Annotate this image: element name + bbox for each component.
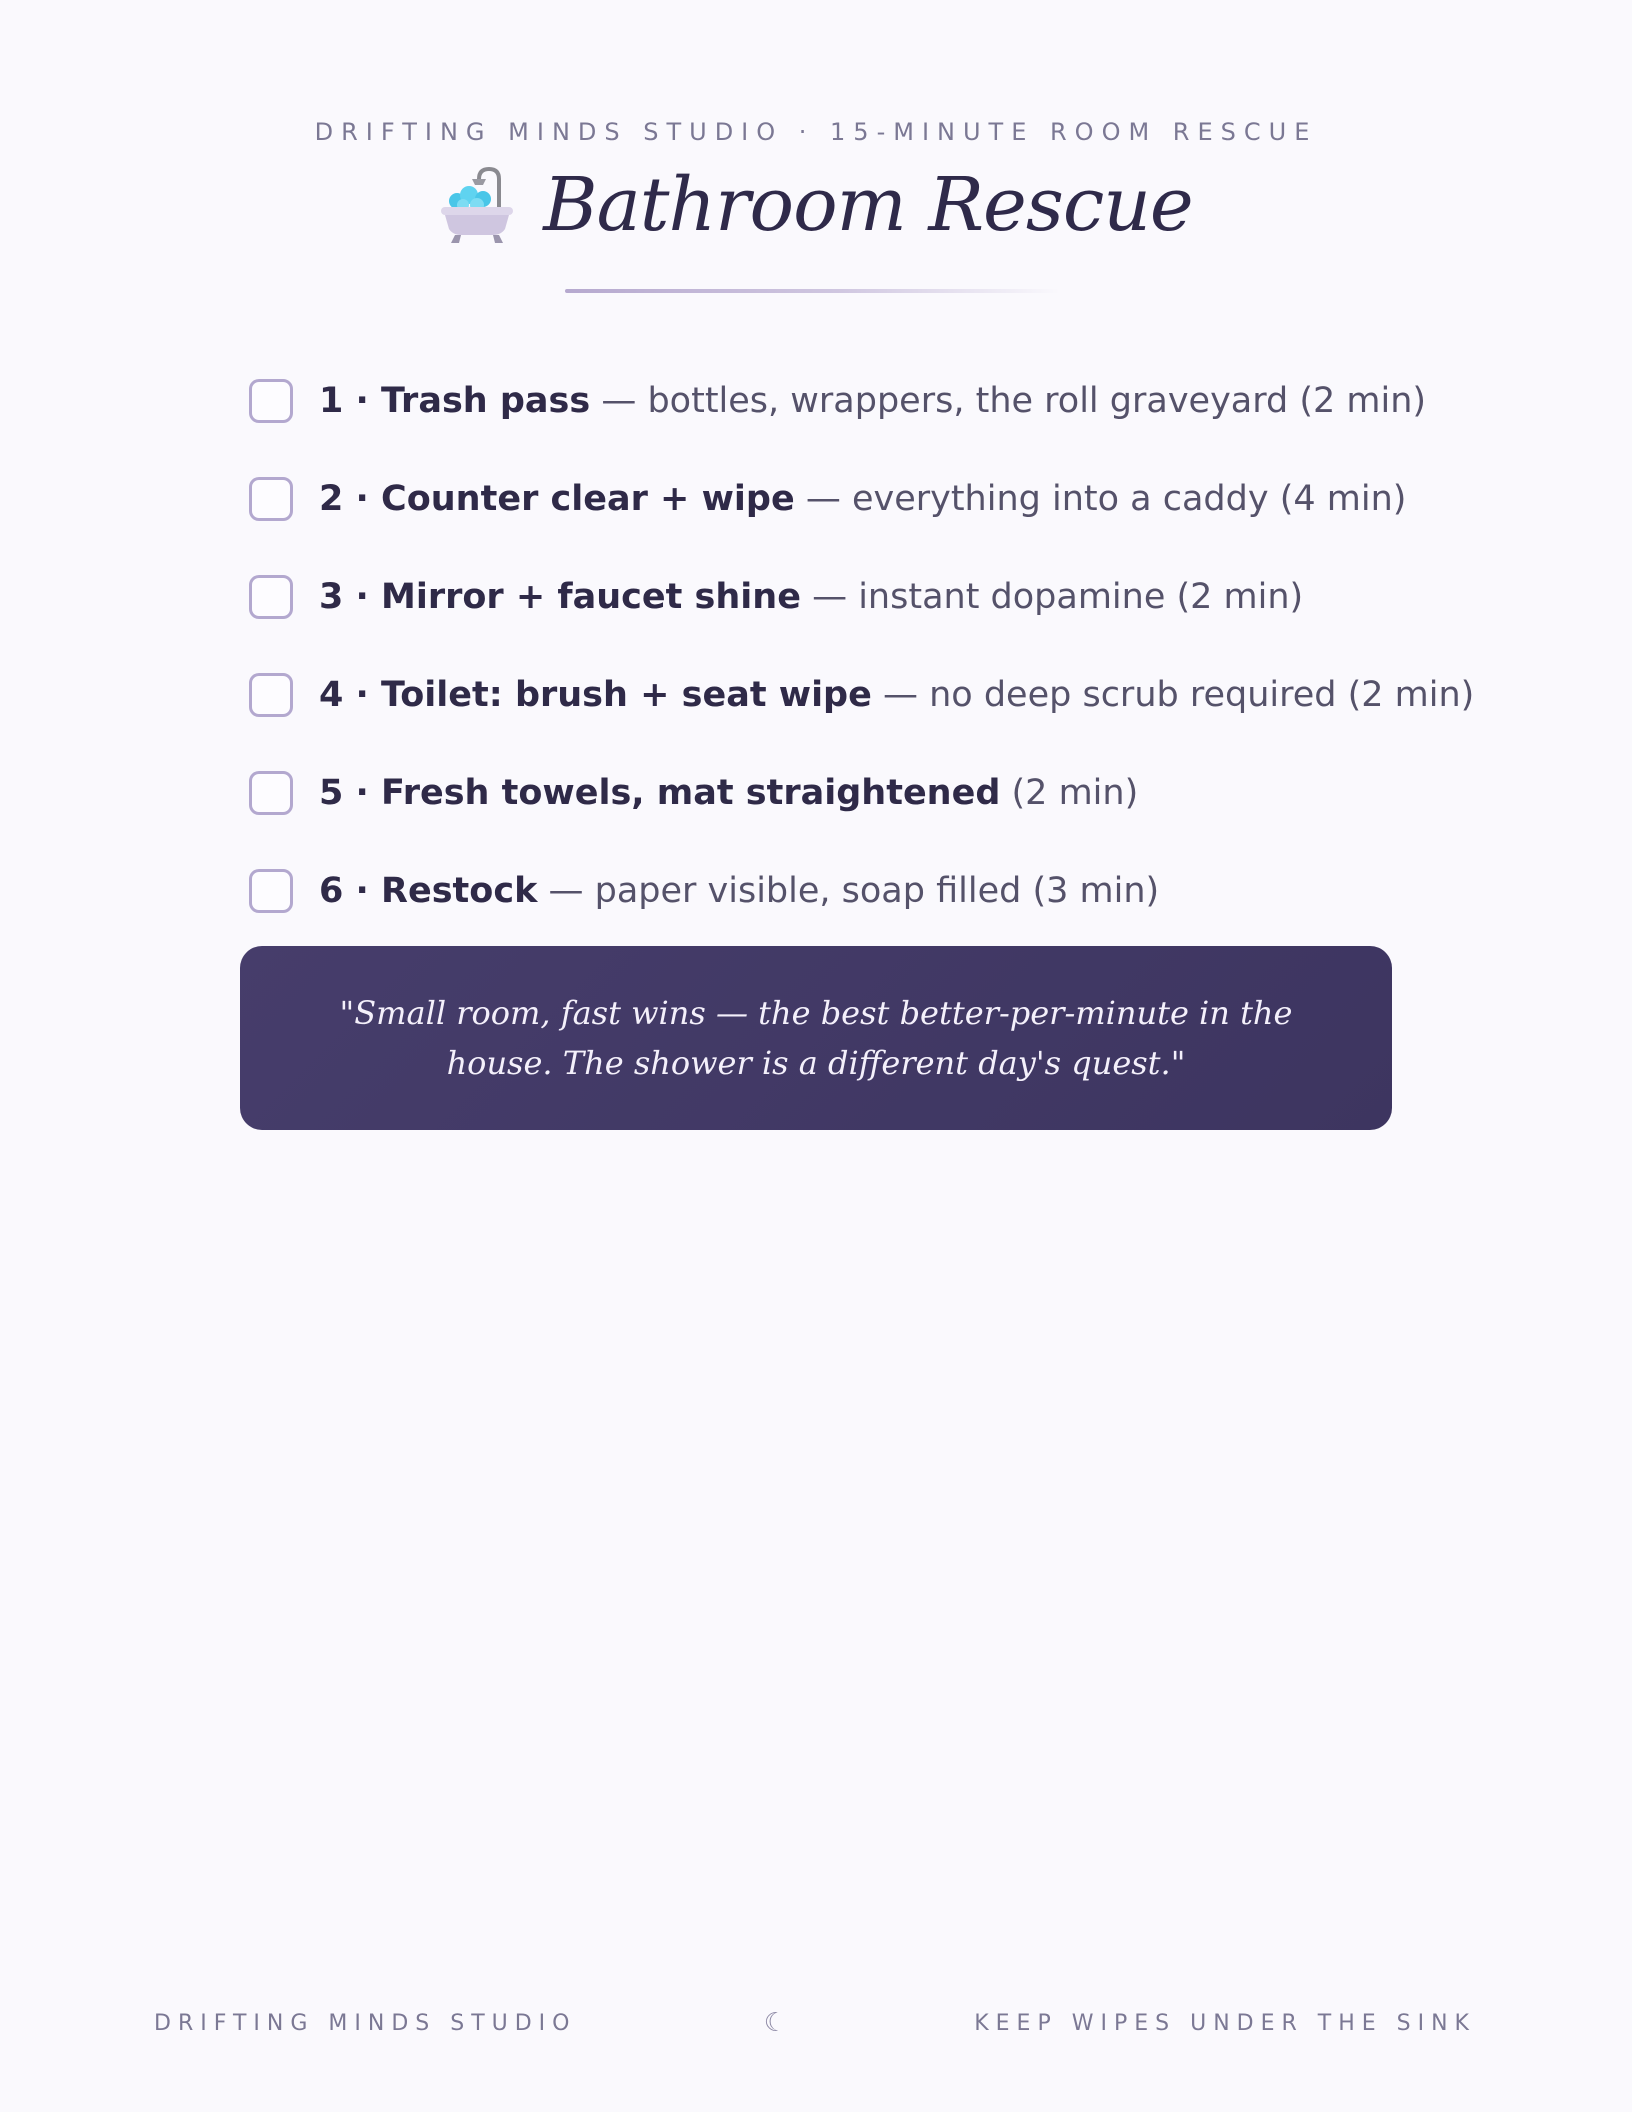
task-text — [319, 773, 1138, 813]
task-text — [319, 479, 1406, 519]
task-detail: — no deep scrub required (2 min) — [871, 675, 1475, 715]
task-checkbox[interactable] — [249, 477, 293, 521]
task-text — [319, 675, 1474, 715]
task-number: 6 · — [319, 871, 382, 911]
title-divider — [565, 289, 1060, 293]
task-number: 5 · — [319, 773, 382, 813]
footer-right: KEEP WIPES UNDER THE SINK — [974, 2010, 1476, 2036]
task-title: Fresh towels, mat straightened — [381, 773, 1001, 813]
task-detail: — paper visible, soap filled (3 min) — [537, 871, 1160, 911]
task-text — [319, 381, 1426, 421]
list-item — [249, 352, 1429, 450]
task-detail: — instant dopamine (2 min) — [800, 577, 1304, 617]
task-text — [319, 871, 1159, 911]
header-kicker: DRIFTING MINDS STUDIO · 15-MINUTE ROOM RESCUE — [314, 118, 1318, 146]
task-checkbox[interactable] — [249, 673, 293, 717]
list-item — [249, 744, 1429, 842]
list-item — [249, 646, 1475, 744]
task-checklist — [249, 352, 1475, 940]
page-footer — [154, 2008, 1476, 2038]
task-number: 3 · — [319, 577, 382, 617]
quote-card — [240, 946, 1392, 1130]
task-number: 4 · — [319, 675, 382, 715]
task-text — [319, 577, 1303, 617]
title-row — [0, 162, 1632, 248]
task-checkbox[interactable] — [249, 869, 293, 913]
list-item — [249, 842, 1429, 940]
task-title: Trash pass — [381, 381, 591, 421]
task-title: Counter clear + wipe — [381, 479, 795, 519]
task-checkbox[interactable] — [249, 575, 293, 619]
bathtub-icon — [439, 165, 515, 245]
task-detail: — everything into a caddy (4 min) — [794, 479, 1407, 519]
footer-left: DRIFTING MINDS STUDIO — [154, 2010, 577, 2036]
list-item — [249, 548, 1429, 646]
task-number: 2 · — [319, 479, 382, 519]
task-detail: (2 min) — [1000, 773, 1139, 813]
task-title: Mirror + faucet shine — [381, 577, 801, 617]
quote-text: "Small room, fast wins — the best better-per-minute in the house. The shower is a different day's quest." — [339, 994, 1293, 1082]
task-detail: — bottles, wrappers, the roll graveyard (2 min) — [590, 381, 1427, 421]
task-checkbox[interactable] — [249, 379, 293, 423]
task-checkbox[interactable] — [249, 771, 293, 815]
page-title: Bathroom Rescue — [543, 162, 1193, 248]
list-item — [249, 450, 1429, 548]
task-title: Restock — [381, 871, 538, 911]
task-title: Toilet: brush + seat wipe — [381, 675, 872, 715]
task-number: 1 · — [319, 381, 382, 421]
moon-icon: ☾ — [763, 2008, 788, 2038]
